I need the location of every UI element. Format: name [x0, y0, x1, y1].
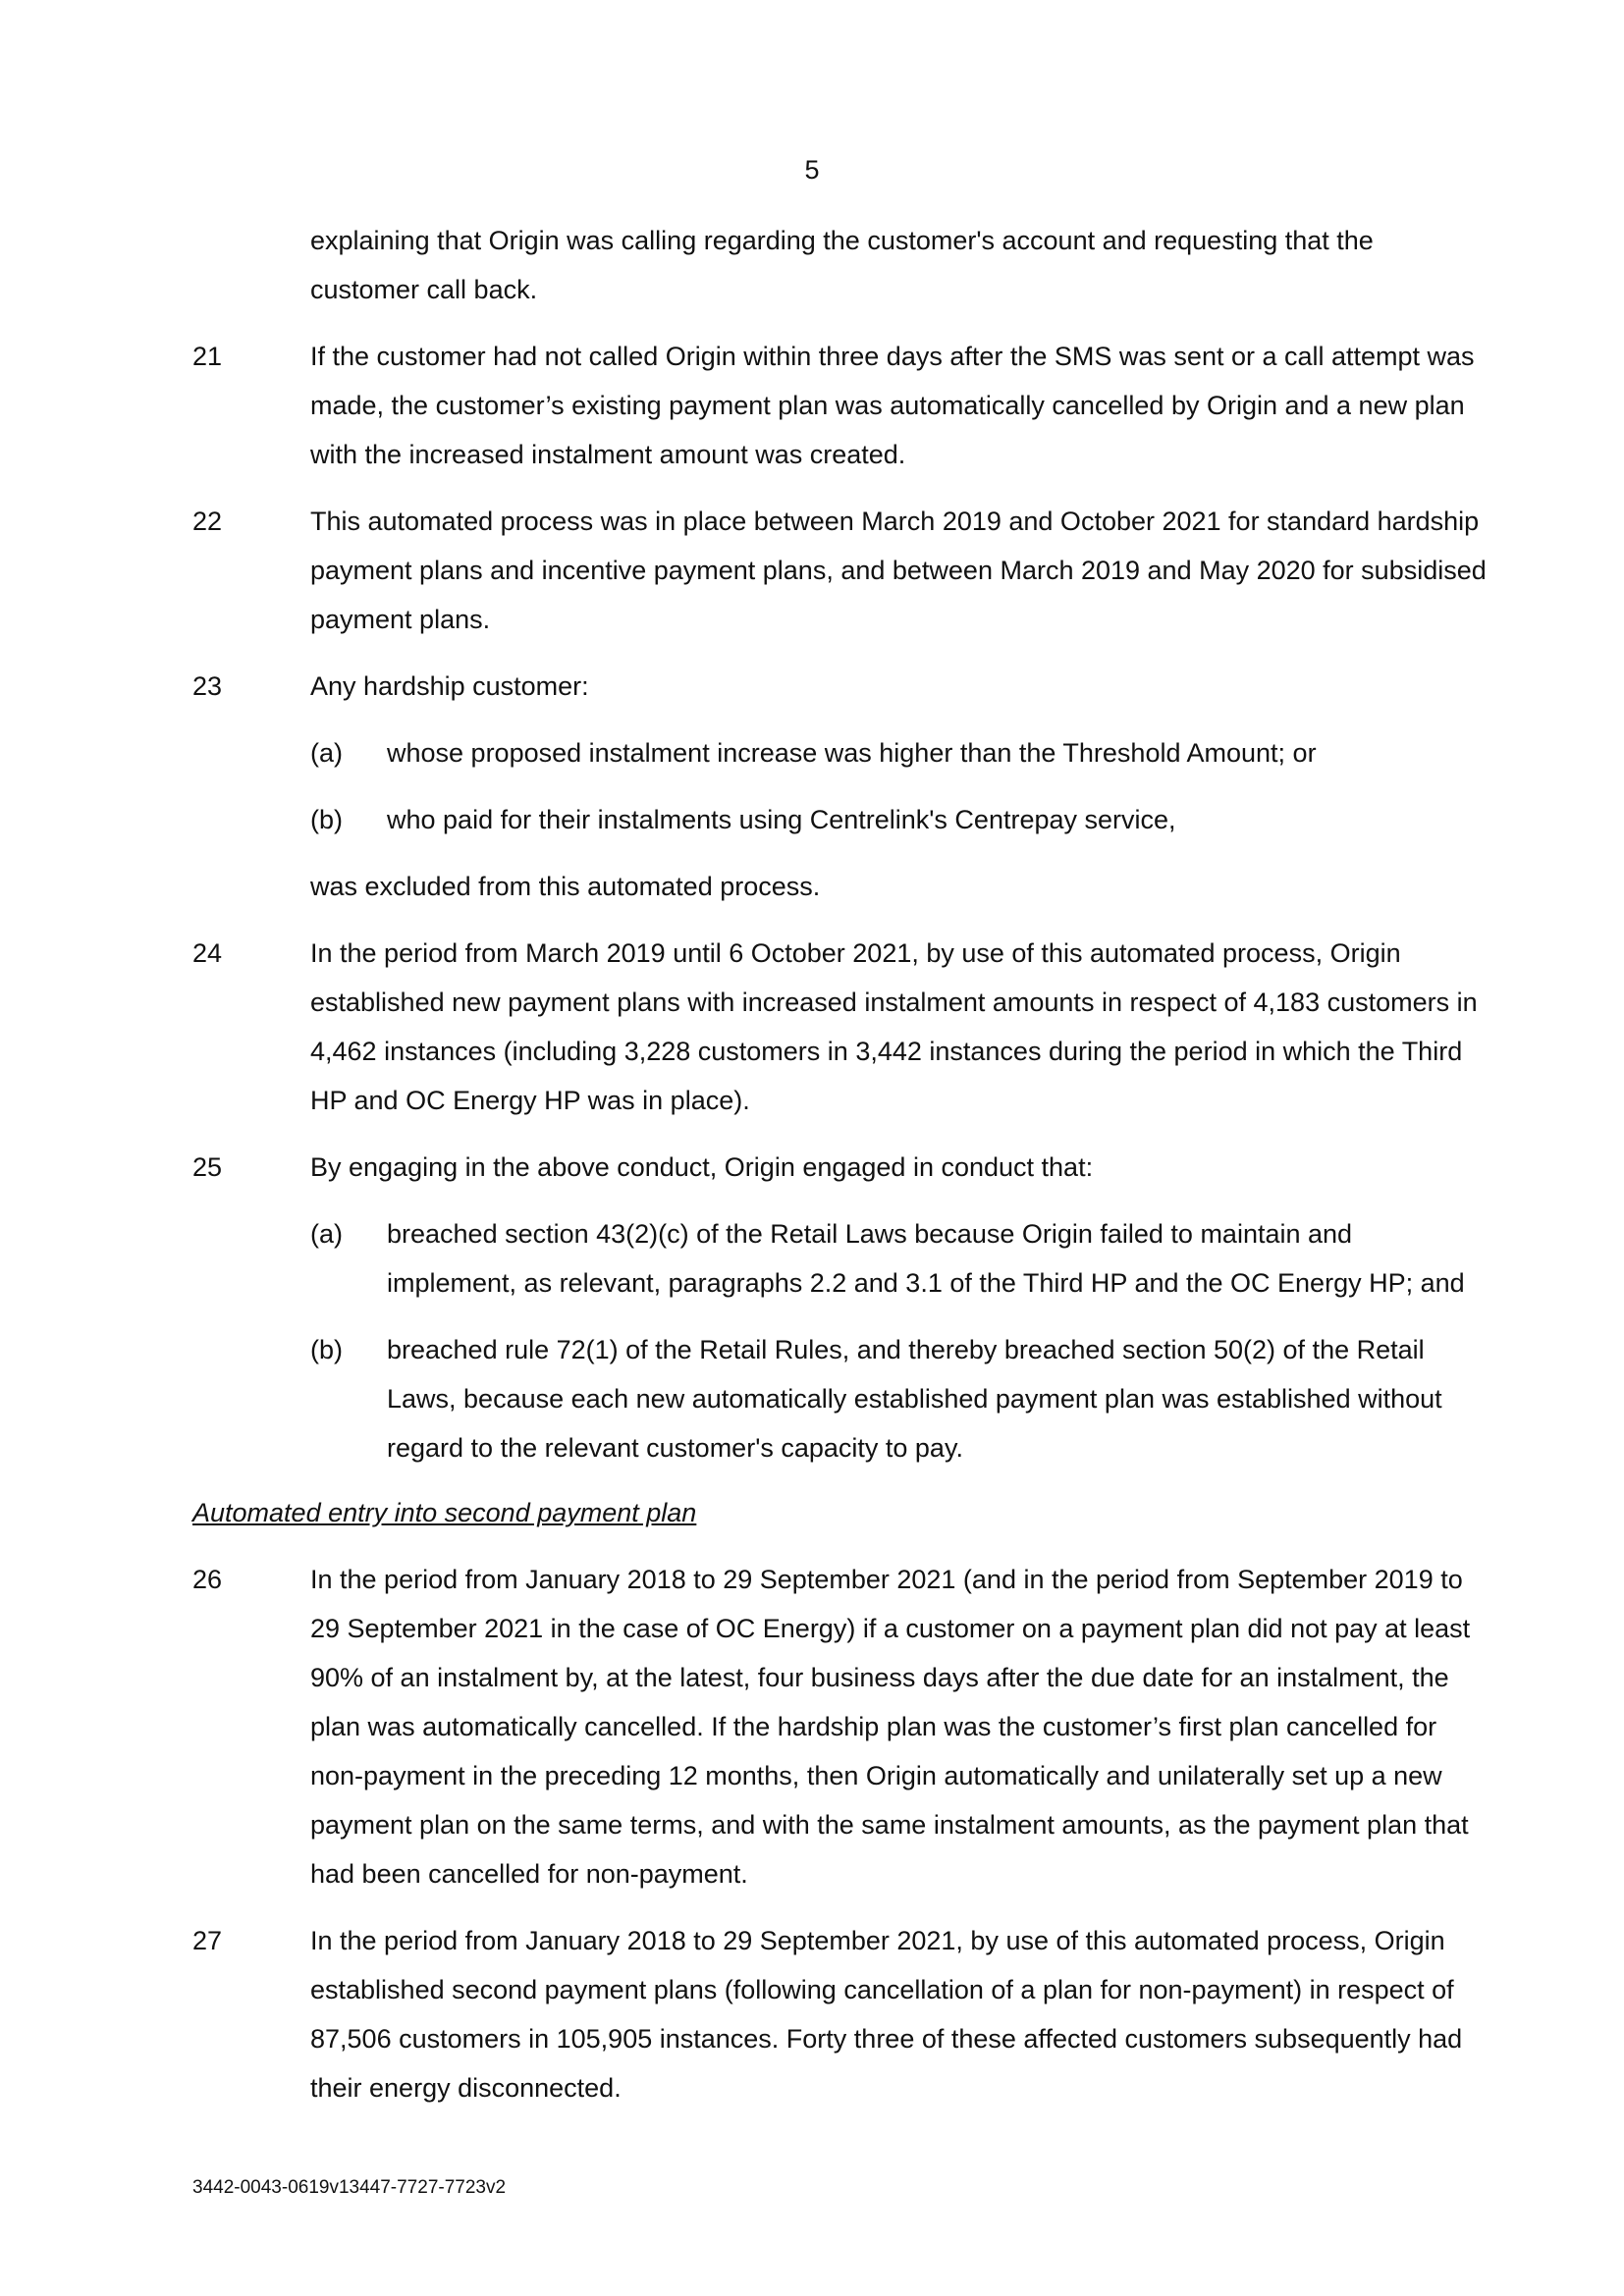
paragraph-text: In the period from January 2018 to 29 September 2021 (and in the period from September 2019 to 29 September 2021 in the case of OC Energy) if a customer on a payment plan did not pay at least 90% of an instalment by, at the latest, four business days after the due date for an instalment, the plan was automatically cancelled. If the hardship plan was the customer’s first plan cancelled for non-payment in the preceding 12 months, then Origin automatically and unilaterally set up a new payment plan on the same terms, and with the same instalment amounts, as the payment plan that had been cancelled for non-payment.: [310, 1565, 1471, 1889]
paragraph-25: [192, 1143, 1489, 1192]
document-body: [192, 216, 1489, 2130]
paragraph-21: [192, 332, 1489, 479]
subparagraph-text: breached section 43(2)(c) of the Retail Laws because Origin failed to maintain and implement, as relevant, paragraphs 2.2 and 3.1 of the Third HP and the OC Energy HP; and: [387, 1219, 1465, 1298]
paragraph-number: 24: [192, 938, 223, 968]
subparagraph-label: (b): [310, 1335, 343, 1364]
subparagraph-label: (a): [310, 1219, 343, 1249]
paragraph-text: Any hardship customer:: [310, 671, 589, 701]
paragraph-number: 25: [192, 1152, 223, 1182]
subparagraph-23b: [192, 795, 1489, 844]
paragraph-number: 23: [192, 671, 223, 701]
subparagraph-label: (a): [310, 738, 343, 768]
paragraph-text: If the customer had not called Origin within three days after the SMS was sent or a call attempt was made, the customer’s existing payment plan was automatically cancelled by Origin and a new plan with the increased instalment amount was created.: [310, 342, 1475, 469]
subparagraph-text: who paid for their instalments using Centrelink's Centrepay service,: [387, 805, 1176, 834]
paragraph-23-tail: was excluded from this automated process.: [310, 872, 821, 901]
paragraph-text: In the period from March 2019 until 6 October 2021, by use of this automated process, Origin established new payment plans with increased instalment amounts in respect of 4,183 customers in 4,462 instances (including 3,228 customers in 3,442 instances during the period in which the Third HP and OC Energy HP was in place).: [310, 938, 1478, 1115]
paragraph-number: 22: [192, 507, 223, 536]
subparagraph-23a: [192, 728, 1489, 777]
document-footer-code: 3442-0043-0619v13447-7727-7723v2: [192, 2177, 507, 2198]
subparagraph-label: (b): [310, 805, 343, 834]
subparagraph-text: breached rule 72(1) of the Retail Rules, and thereby breached section 50(2) of the Retail Laws, because each new automatically established payment plan was established without regard to the relevant customer's capacity to pay.: [387, 1335, 1442, 1463]
paragraph-number: 26: [192, 1565, 223, 1594]
paragraph-23: [192, 662, 1489, 711]
paragraph-number: 21: [192, 342, 223, 371]
section-heading: Automated entry into second payment plan: [192, 1498, 697, 1527]
subparagraph-25a: [192, 1209, 1489, 1308]
paragraph-27: [192, 1916, 1489, 2112]
paragraph-24: [192, 929, 1489, 1125]
paragraph-text: By engaging in the above conduct, Origin engaged in conduct that:: [310, 1152, 1094, 1182]
paragraph-22: [192, 497, 1489, 644]
paragraph-text: In the period from January 2018 to 29 September 2021, by use of this automated process, Origin established second payment plans (following cancellation of a plan for non-payment) in respect of 87,506 customers in 105,905 instances. Forty three of these affected customers subsequently had their energy disconnected.: [310, 1926, 1463, 2103]
paragraph-26: [192, 1555, 1489, 1898]
subparagraph-text: whose proposed instalment increase was higher than the Threshold Amount; or: [387, 738, 1317, 768]
subparagraph-25b: [192, 1325, 1489, 1472]
continuation-paragraph: explaining that Origin was calling regarding the customer's account and requesting that the customer call back.: [310, 226, 1374, 304]
paragraph-text: This automated process was in place between March 2019 and October 2021 for standard hardship payment plans and incentive payment plans, and between March 2019 and May 2020 for subsidised payment plans.: [310, 507, 1487, 634]
page-number: 5: [804, 155, 820, 185]
paragraph-number: 27: [192, 1926, 223, 1955]
